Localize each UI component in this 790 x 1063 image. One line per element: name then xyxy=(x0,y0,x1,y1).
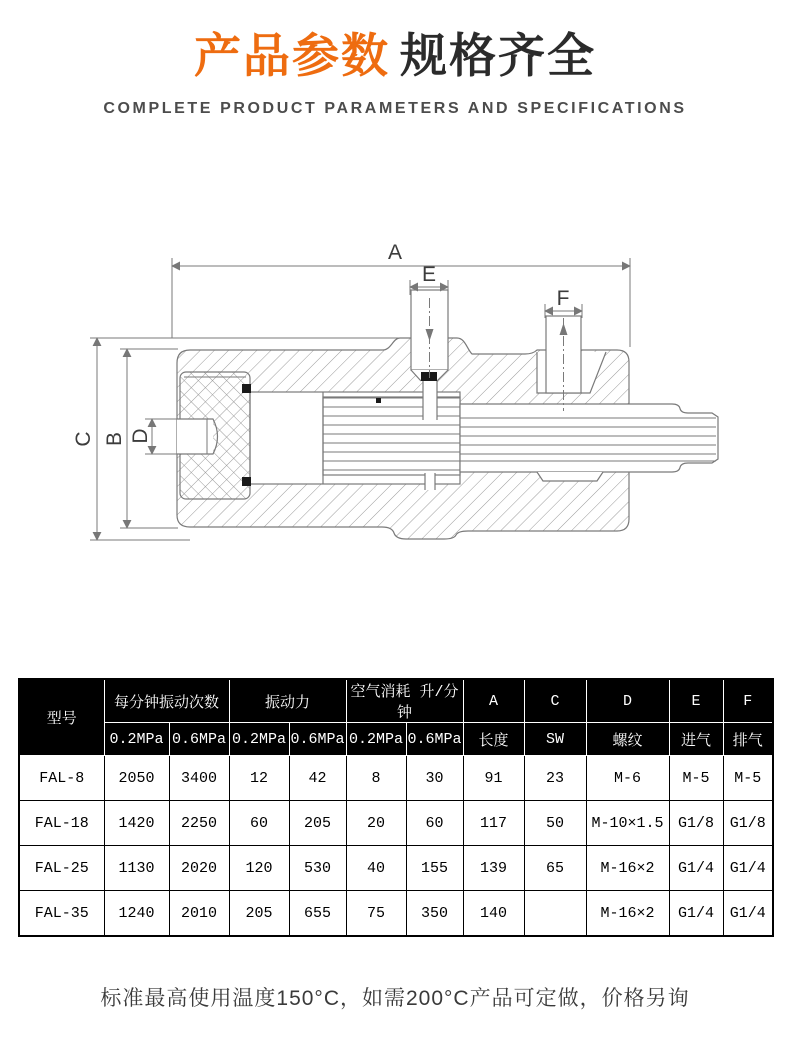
cell: 60 xyxy=(229,801,289,846)
model-cell: FAL-8 xyxy=(19,756,104,801)
col-header-a: A xyxy=(463,679,524,723)
cell: G1/4 xyxy=(669,891,723,937)
title-rest: 规格齐全 xyxy=(400,29,596,82)
model-cell: FAL-25 xyxy=(19,846,104,891)
piston-pin xyxy=(376,398,381,403)
cell: 75 xyxy=(346,891,406,937)
subheader-06mpa-3: 0.6MPa xyxy=(406,723,463,756)
subheader-intake: 进气 xyxy=(669,723,723,756)
table-header-row-subs xyxy=(19,723,773,756)
subheader-exhaust: 排气 xyxy=(723,723,773,756)
cell: 1420 xyxy=(104,801,169,846)
cell: 2020 xyxy=(169,846,229,891)
cell: 2250 xyxy=(169,801,229,846)
cell: 60 xyxy=(406,801,463,846)
bottom-passage xyxy=(425,473,435,490)
cell: 23 xyxy=(524,756,586,801)
cell: 655 xyxy=(289,891,346,937)
title-block xyxy=(0,28,790,118)
table-row xyxy=(19,846,773,891)
cell: M-6 xyxy=(586,756,669,801)
cell: 350 xyxy=(406,891,463,937)
dim-label-b: B xyxy=(103,431,126,447)
cell: 8 xyxy=(346,756,406,801)
cell: G1/4 xyxy=(723,891,773,937)
cell: 1240 xyxy=(104,891,169,937)
col-header-c: C xyxy=(524,679,586,723)
page-subtitle: COMPLETE PRODUCT PARAMETERS AND SPECIFICATIONS xyxy=(103,100,687,118)
cell: 155 xyxy=(406,846,463,891)
shaft xyxy=(460,404,718,472)
col-header-force: 振动力 xyxy=(229,679,346,723)
cell: 2050 xyxy=(104,756,169,801)
technical-drawing xyxy=(0,225,790,570)
temperature-note: 标准最高使用温度150°C，如需200°C产品可定做，价格另询 xyxy=(100,987,690,1010)
cell: G1/4 xyxy=(669,846,723,891)
cell: M-5 xyxy=(723,756,773,801)
subheader-length: 长度 xyxy=(463,723,524,756)
cell: 530 xyxy=(289,846,346,891)
subheader-02mpa-2: 0.2MPa xyxy=(229,723,289,756)
cell: 205 xyxy=(289,801,346,846)
subheader-sw: SW xyxy=(524,723,586,756)
dim-label-f: F xyxy=(556,287,570,310)
subheader-thread: 螺纹 xyxy=(586,723,669,756)
cell: G1/4 xyxy=(723,846,773,891)
table-row xyxy=(19,801,773,846)
col-header-e: E xyxy=(669,679,723,723)
cell: 91 xyxy=(463,756,524,801)
cell: 12 xyxy=(229,756,289,801)
cell: 42 xyxy=(289,756,346,801)
subheader-02mpa-3: 0.2MPa xyxy=(346,723,406,756)
cell: 65 xyxy=(524,846,586,891)
subheader-06mpa-2: 0.6MPa xyxy=(289,723,346,756)
cell: M-5 xyxy=(669,756,723,801)
dim-label-c: C xyxy=(72,431,95,447)
cell: M-10×1.5 xyxy=(586,801,669,846)
cell: 2010 xyxy=(169,891,229,937)
cell: M-16×2 xyxy=(586,846,669,891)
cell: 50 xyxy=(524,801,586,846)
cell: G1/8 xyxy=(723,801,773,846)
dim-label-e: E xyxy=(421,263,437,286)
subheader-02mpa-1: 0.2MPa xyxy=(104,723,169,756)
table-header-row-groups xyxy=(19,679,773,723)
cell: M-16×2 xyxy=(586,891,669,937)
dim-label-d: D xyxy=(129,428,152,444)
spec-table xyxy=(18,678,774,937)
cell: 40 xyxy=(346,846,406,891)
dim-label-a: A xyxy=(387,241,403,264)
col-header-air: 空气消耗 升/分钟 xyxy=(346,679,463,723)
cell: 140 xyxy=(463,891,524,937)
cell: 139 xyxy=(463,846,524,891)
page-title xyxy=(0,28,790,84)
cell: G1/8 xyxy=(669,801,723,846)
model-cell: FAL-35 xyxy=(19,891,104,937)
subheader-06mpa-1: 0.6MPa xyxy=(169,723,229,756)
table-row xyxy=(19,756,773,801)
piston xyxy=(323,392,460,484)
model-cell: FAL-18 xyxy=(19,801,104,846)
seal-top xyxy=(242,384,251,393)
cell: 205 xyxy=(229,891,289,937)
title-highlight: 产品参数 xyxy=(194,29,390,82)
seal-bottom xyxy=(242,477,251,486)
col-header-d: D xyxy=(586,679,669,723)
col-header-f: F xyxy=(723,679,773,723)
cell: 3400 xyxy=(169,756,229,801)
col-header-vibrations: 每分钟振动次数 xyxy=(104,679,229,723)
col-header-model: 型号 xyxy=(19,679,104,756)
cell: 30 xyxy=(406,756,463,801)
cell: 120 xyxy=(229,846,289,891)
cell: 117 xyxy=(463,801,524,846)
cell: 1130 xyxy=(104,846,169,891)
table-row xyxy=(19,891,773,937)
mounting-hole-d xyxy=(177,419,218,454)
cell: 20 xyxy=(346,801,406,846)
cell xyxy=(524,891,586,937)
